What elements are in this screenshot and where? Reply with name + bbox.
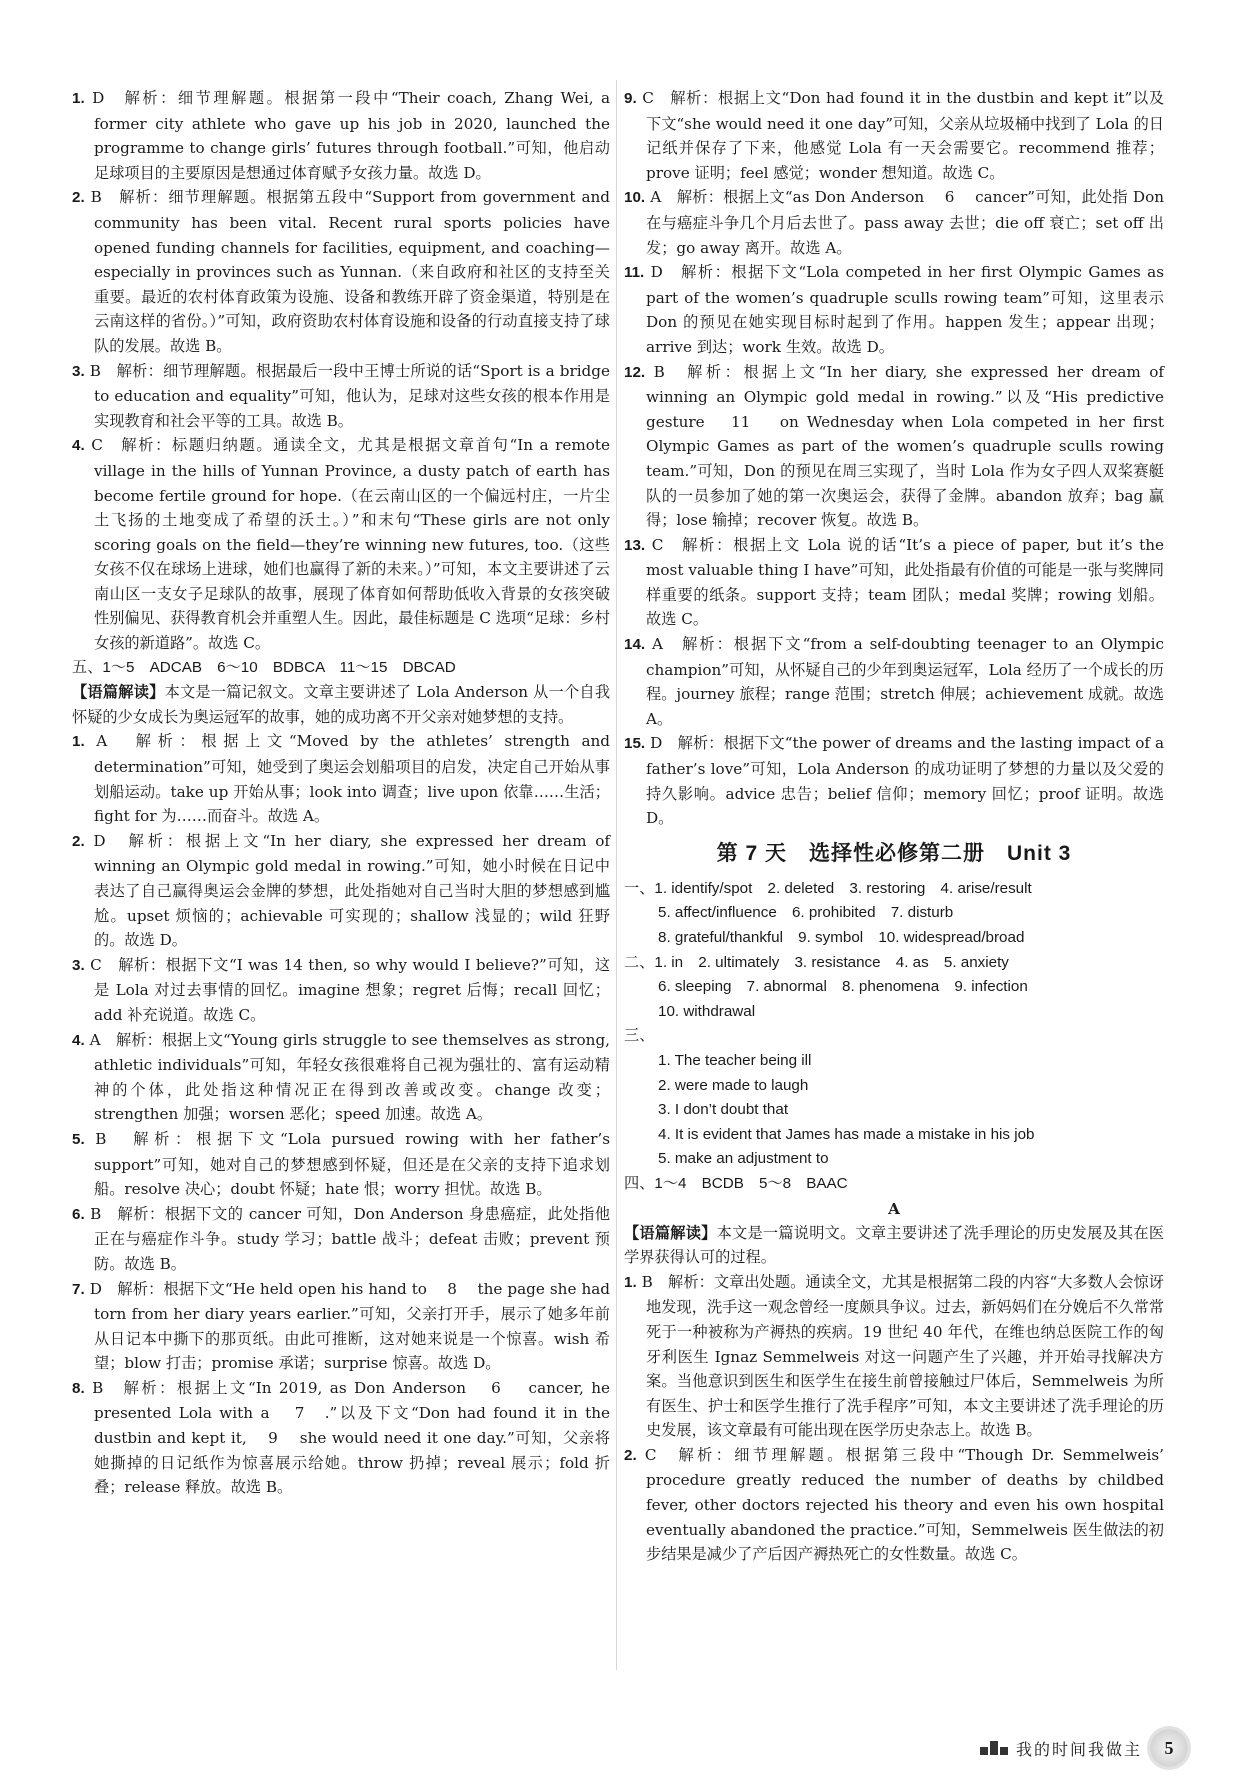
answer-item: 8. B 解析：根据上文“In 2019, as Don Anderson 6 cancer, he presented Lola with a 7 .”以及下文“Don had found it in the dustbin and kept it, 9 she would need it one day.”可知，父亲将她撕掉的日记纸作为惊喜展示给她。throw 扔掉；reveal 展示；fold 折叠；release 释放。故选 B。	[72, 1378, 610, 1497]
section-three-answers-line: 4. It is evident that James has made a mistake in his job	[658, 1125, 1035, 1143]
answer-item: 1. D 解析：细节理解题。根据第一段中“Their coach, Zhang Wei, a former city athlete who gave up his job in 2020, launched the programme to change girls’ futures through football.”可知，他启动足球项目的主要原因是想通过体育赋予女孩力量。故选 D。	[72, 89, 611, 182]
answer-item: 4. A 解析：根据上文“Young girls struggle to see themselves as strong, athletic individuals”可知，年轻女孩很难将自己视为强壮的、富有运动精神的个体，此处指这种情况正在得到改善或改变。change 改变；strengthen 加强；worsen 恶化；speed 加速。故选 A。	[72, 1030, 610, 1124]
section-three-answers-line: 5. make an adjustment to	[658, 1150, 829, 1168]
answer-item: 5. B 解析：根据下文“Lola pursued rowing with her father’s support”可知，她对自己的梦想感到怀疑，但还是在父亲的支持下追求划船。resolve 决心；doubt 怀疑；hate 恨；worry 担忧。故选 B。	[72, 1129, 610, 1199]
answer-item: 9. C 解析：根据上文“Don had found it in the dustbin and kept it”以及下文“she would need it one day”可知，父亲从垃圾桶中找到了 Lola 的日记纸并保存了下来，他感觉 Lola 有一天会需要它。recommend 推荐；prove 证明；feel 感觉；wonder 想知道。故选 C。	[624, 89, 1165, 182]
answer-item: 2. D 解析：根据上文“In her diary, she expressed her dream of winning an Olympic gold medal in rowing.”可知，她小时候在日记中表达了自己赢得奥运会金牌的梦想，此处指她对自己当时大胆的梦想感到尴尬。upset 烦恼的；achievable 可实现的；shallow 浅显的；wild 狂野的。故选 D。	[72, 831, 611, 950]
section-one-answers: 一、1. identify/spot 2. deleted 3. restoring 4. arise/result	[624, 879, 1032, 897]
column-divider	[616, 80, 617, 1670]
answer-item: 7. D 解析：根据下文“He held open his hand to 8 the page she had torn from her diary years earlier.”可知，父亲打开手，展示了她多年前从日记本中撕下的那页纸。由此可推断，这对她来说是一个惊喜。wish 希望；blow 打击；promise 承诺；surprise 惊喜。故选 D。	[72, 1279, 610, 1373]
answer-item: 13. C 解析：根据上文 Lola 说的话“It’s a piece of paper, but it’s the most valuable thing I have”可知，此处指最有价值的可能是一张与奖牌同样重要的纸条。support 支持；team 团队；medal 奖牌；rowing 划船。故选 C。	[624, 535, 1165, 629]
section-four-answers: 四、1～4 BCDB 5～8 BAAC	[624, 1174, 848, 1192]
answer-item: 10. A 解析：根据上文“as Don Anderson 6 cancer”可知，此处指 Don 在与癌症斗争几个月后去世了。pass away 去世；die off 衰亡；set off 出发；go away 离开。故选 A。	[624, 188, 1164, 257]
section-two-answers-line: 6. sleeping 7. abnormal 8. phenomena 9. infection	[658, 978, 1028, 996]
section-three-head: 三、	[624, 1027, 655, 1045]
footer-blocks-icon	[980, 1741, 1008, 1755]
section-one-answers-line: 5. affect/influence 6. prohibited 7. disturb	[658, 904, 954, 922]
passage-analysis: 【语篇解读】本文是一篇记叙文。文章主要讲述了 Lola Anderson 从一个自我怀疑的少女成长为奥运冠军的故事，她的成功离不开父亲对她梦想的支持。	[72, 683, 611, 726]
footer-slogan: 我的时间我做主	[1015, 1739, 1142, 1759]
answer-item: 11. D 解析：根据下文“Lola competed in her first Olympic Games as part of the women’s quadruple sculls rowing team”可知，这里表示 Don 的预见在她实现目标时起到了作用。happen 发生；appear 出现；arrive 到达；work 生效。故选 D。	[624, 263, 1165, 356]
section-three-answers-line: 2. were made to laugh	[658, 1076, 809, 1094]
answer-item: 3. B 解析：细节理解题。根据最后一段中王博士所说的话“Sport is a bridge to education and equality”可知，他认为，足球对这些女孩的根本作用是实现教育和社会平等的工具。故选 B。	[72, 361, 610, 430]
right-column	[624, 86, 1164, 1567]
answer-item: 1. A 解析：根据上文“Moved by the athletes’ strength and determination”可知，她受到了奥运会划船项目的启发，决定自己开始从事划船运动。take up 开始从事；look into 调查；live upon 依靠……生活；fight for 为……而奋斗。故选 A。	[72, 732, 611, 826]
answer-item: 2. C 解析：细节理解题。根据第三段中“Though Dr. Semmelweis’ procedure greatly reduced the number of deaths by childbed fever, other doctors rejected his theory and even his own hospital eventually abandoned the practice.”可知，Semmelweis 医生做法的初步结果是减少了产后因产褥热死亡的女性数量。故选 C。	[624, 1445, 1165, 1564]
answer-item: 12. B 解析：根据上文“In her diary, she expressed her dream of winning an Olympic gold medal in rowing.”以及“His predictive gesture 11 on Wednesday when Lola competed in her first Olympic Games as part of the women’s quadruple sculls rowing team.”可知，Don 的预见在周三实现了，当时 Lola 作为女子四人双桨赛艇队的一员参加了她的第一次奥运会，获得了金牌。abandon 放弃；bag 赢得；lose 输掉；recover 恢复。故选 B。	[624, 362, 1165, 530]
section-one-answers-line: 8. grateful/thankful 9. symbol 10. widespread/broad	[658, 929, 1025, 946]
section-three-answers-line: 1. The teacher being ill	[658, 1051, 812, 1069]
answer-item: 2. B 解析：细节理解题。根据第五段中“Support from government and community has been vital. Recent rural sports policies have opened funding channels for facilities, equipment, and coaching—especially in provinces such as Yunnan.（来自政府和社区的支持至关重要。最近的农村体育政策为设施、设备和教练开辟了资金渠道，特别是在云南这样的省份。）”可知，政府资助农村体育设施和设备的行动直接支持了球队的发展。故选 B。	[72, 188, 610, 355]
section-three-answers-line: 3. I don’t doubt that	[658, 1101, 789, 1119]
passage-a-label: A	[888, 1199, 900, 1218]
answer-item: 4. C 解析：标题归纳题。通读全文，尤其是根据文章首句“In a remote village in the hills of Yunnan Province, a dusty patch of earth has become fertile ground for hope.（在云南山区的一个偏远村庄，一片尘土飞扬的土地变成了希望的沃土。）”和末句“These girls are not only scoring goals on the field—they’re winning new futures, too.（这些女孩不仅在球场上进球，她们也赢得了新的未来。）”可知，本文主要讲述了云南山区一支女子足球队的故事，展现了体育如何帮助低收入背景的女孩突破性别偏见、获得教育机会并重塑人生。因此，最佳标题是 C 选项“足球：乡村女孩的新道路”。故选 C。	[72, 436, 610, 653]
answer-item: 1. B 解析：文章出处题。通读全文，尤其是根据第二段的内容“大多数人会惊讶地发现，洗手这一观念曾经一度颇具争议。过去，新妈妈们在分娩后不久常常死于一种被称为产褥热的疾病。19 世纪 40 年代，在维也纳总医院工作的匈牙利医生 Ignaz Semmelweis 对这一问题产生了兴趣，并开始寻找解决方案。当他意识到医生和医学生在接生前曾接触过尸体后，Semmelweis 为所有医生、护士和医学生推行了洗手程序”可知，本文主要讲述了洗手理论的历史发展，该文章最有可能出现在医学历史杂志上。故选 B。	[624, 1272, 1164, 1440]
answer-item: 14. A 解析：根据下文“from a self-doubting teenager to an Olympic champion”可知，从怀疑自己的少年到奥运冠军，Lola 经历了一个成长的历程。journey 旅程；range 范围；stretch 伸展；achievement 成就。故选 A。	[624, 635, 1164, 728]
answer-item: 15. D 解析：根据下文“the power of dreams and the lasting impact of a father’s love”可知，Lola Anderson 的成功证明了梦想的力量以及父爱的持久影响。advice 忠告；belief 信仰；memory 回忆；proof 证明。故选 D。	[624, 734, 1165, 828]
section-five-answers: 五、1～5 ADCAB 6～10 BDBCA 11～15 DBCAD	[72, 658, 456, 676]
day-title: 第 7 天 选择性必修第二册 Unit 3	[716, 841, 1072, 865]
left-column	[72, 86, 610, 1500]
section-two-answers: 二、1. in 2. ultimately 3. resistance 4. as 5. anxiety	[624, 953, 1009, 971]
answer-item: 3. C 解析：根据下文“I was 14 then, so why would I believe?”可知，这是 Lola 对过去事情的回忆。imagine 想象；regret 后悔；recall 回忆；add 补充说道。故选 C。	[72, 955, 611, 1024]
page-footer	[980, 1728, 1188, 1768]
section-two-answers-line: 10. withdrawal	[658, 1002, 756, 1020]
answer-item: 6. B 解析：根据下文的 cancer 可知，Don Anderson 身患癌症，此处指他正在与癌症作斗争。study 学习；battle 战斗；defeat 击败；prevent 预防。故选 B。	[72, 1204, 611, 1273]
passage-analysis: 【语篇解读】本文是一篇说明文。文章主要讲述了洗手理论的历史发展及其在医学界获得认可的过程。	[624, 1223, 1165, 1267]
page-number: 5	[1150, 1729, 1188, 1767]
